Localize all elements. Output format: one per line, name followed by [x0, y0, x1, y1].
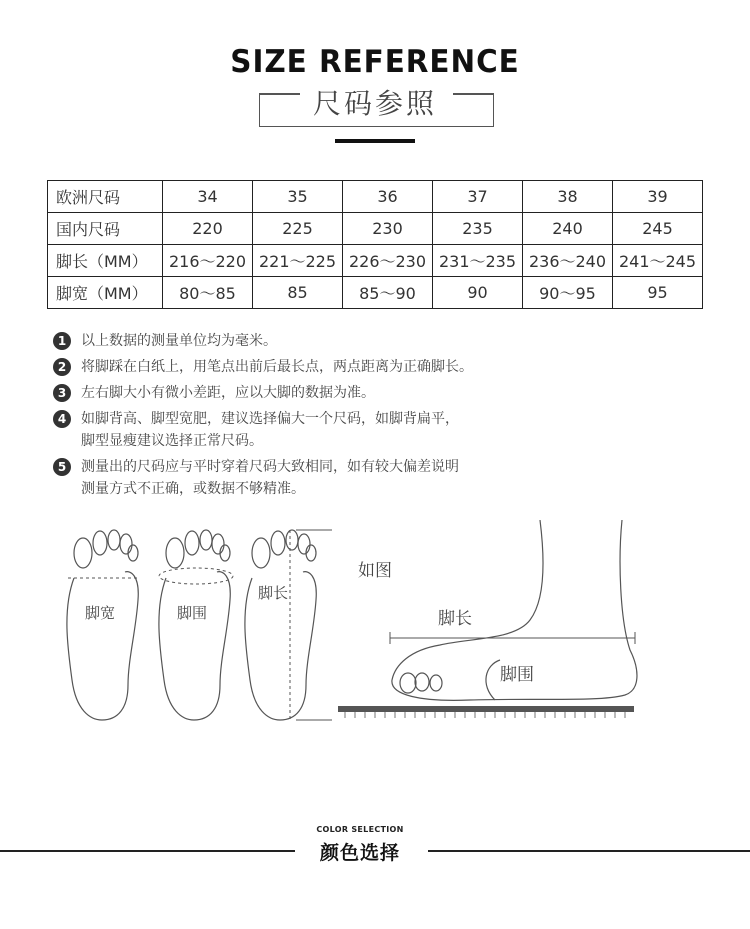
table-cell: 230 — [343, 213, 433, 245]
table-cell: 216～220 — [163, 245, 253, 277]
table-cell: 80～85 — [163, 277, 253, 309]
note-item — [53, 456, 473, 500]
note-number-icon: 1 — [53, 332, 71, 350]
row-label: 欧洲尺码 — [48, 181, 163, 213]
note-item — [53, 356, 473, 378]
table-cell: 38 — [523, 181, 613, 213]
note-text: 测量出的尺码应与平时穿着尺码大致相同，如有较大偏差说明 — [81, 459, 459, 475]
note-text: 将脚踩在白纸上，用笔点出前后最长点，两点距离为正确脚长。 — [81, 359, 473, 375]
note-text: 以上数据的测量单位均为毫米。 — [81, 333, 277, 349]
notes-list — [53, 330, 473, 504]
row-label: 脚长（MM） — [48, 245, 163, 277]
side-length-label: 脚长 — [438, 609, 472, 629]
note-text: 左右脚大小有微小差距，应以大脚的数据为准。 — [81, 385, 375, 401]
table-cell: 39 — [613, 181, 703, 213]
title-underline — [335, 139, 415, 143]
note-item — [53, 408, 473, 452]
note-number-icon: 5 — [53, 458, 71, 476]
table-cell: 245 — [613, 213, 703, 245]
note-text: 脚型显瘦建议选择正常尺码。 — [81, 433, 263, 449]
note-item — [53, 330, 473, 352]
foot-girth-label: 脚围 — [177, 604, 208, 622]
foot-width-label: 脚宽 — [85, 604, 116, 622]
table-cell: 85～90 — [343, 277, 433, 309]
row-label: 国内尺码 — [48, 213, 163, 245]
table-row — [48, 181, 703, 213]
foot-illustration — [0, 520, 750, 730]
table-cell: 36 — [343, 181, 433, 213]
table-row — [48, 277, 703, 309]
side-girth-label: 脚围 — [500, 665, 534, 685]
note-item — [53, 382, 473, 404]
table-cell: 226～230 — [343, 245, 433, 277]
note-number-icon: 4 — [53, 410, 71, 428]
note-text: 如脚背高、脚型宽肥，建议选择偏大一个尺码，如脚背扁平， — [81, 411, 459, 427]
table-cell: 37 — [433, 181, 523, 213]
foot-drawing-svg — [0, 520, 750, 730]
table-cell: 34 — [163, 181, 253, 213]
table-row — [48, 245, 703, 277]
table-cell: 220 — [163, 213, 253, 245]
table-cell: 241～245 — [613, 245, 703, 277]
row-label: 脚宽（MM） — [48, 277, 163, 309]
color-section-title: 颜色选择 — [319, 842, 400, 864]
table-cell: 35 — [253, 181, 343, 213]
note-number-icon: 2 — [53, 358, 71, 376]
foot-length-label: 脚长 — [258, 584, 289, 602]
note-number-icon: 3 — [53, 384, 71, 402]
size-table — [47, 180, 703, 309]
table-row — [48, 213, 703, 245]
table-cell: 236～240 — [523, 245, 613, 277]
table-cell: 85 — [253, 277, 343, 309]
table-cell: 221～225 — [253, 245, 343, 277]
table-cell: 235 — [433, 213, 523, 245]
table-cell: 240 — [523, 213, 613, 245]
table-cell: 90 — [433, 277, 523, 309]
table-cell: 90～95 — [523, 277, 613, 309]
table-cell: 95 — [613, 277, 703, 309]
page-title: SIZE REFERENCE — [230, 44, 520, 80]
table-cell: 231～235 — [433, 245, 523, 277]
table-cell: 225 — [253, 213, 343, 245]
as-shown-label: 如图 — [358, 561, 392, 581]
page-subtitle: 尺码参照 — [312, 87, 437, 120]
note-text: 测量方式不正确，或数据不够精准。 — [81, 481, 305, 497]
color-section-subtitle: COLOR SELECTION — [316, 825, 404, 834]
